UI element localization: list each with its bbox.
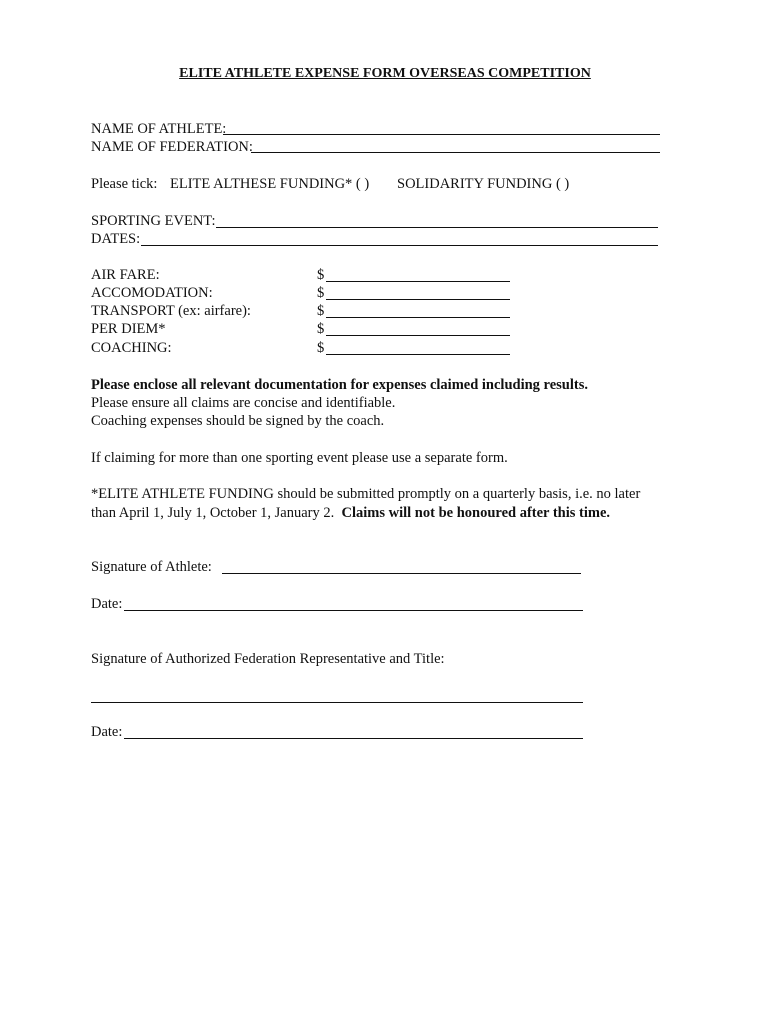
form-title: ELITE ATHLETE EXPENSE FORM OVERSEAS COMPETITION — [179, 66, 591, 81]
tick-label: Please tick: — [91, 176, 158, 192]
sporting-event-field[interactable] — [216, 227, 658, 228]
dates-label: DATES: — [91, 231, 141, 247]
expense-label-coaching: COACHING: — [91, 340, 172, 356]
coaching-field[interactable] — [326, 354, 510, 355]
expense-label-air-fare: AIR FARE: — [91, 267, 160, 283]
currency-symbol: $ — [317, 340, 325, 356]
date-label: Date: — [91, 724, 123, 740]
elite-funding-note-line2 — [91, 504, 610, 522]
sporting-event-label: SPORTING EVENT: — [91, 213, 216, 229]
documentation-note: Please enclose all relevant documentation for expenses claimed including results. — [91, 377, 589, 393]
date-label: Date: — [91, 596, 123, 612]
federation-name-label: NAME OF FEDERATION: — [91, 139, 253, 155]
expense-label-transport: TRANSPORT (ex: airfare): — [91, 303, 251, 319]
athlete-date-field[interactable] — [124, 610, 583, 611]
athlete-signature-field[interactable] — [222, 573, 581, 574]
per-diem-field[interactable] — [326, 335, 510, 336]
representative-signature-label: Signature of Authorized Federation Representative and Title: — [91, 651, 445, 667]
transport-field[interactable] — [326, 317, 510, 318]
deadline-dates: than April 1, July 1, October 1, January 2. — [91, 505, 335, 521]
representative-signature-field[interactable] — [91, 702, 583, 703]
currency-symbol: $ — [317, 285, 325, 301]
athlete-signature-label: Signature of Athlete: — [91, 559, 212, 575]
representative-date-field[interactable] — [124, 738, 583, 739]
deadline-warning: Claims will not be honoured after this time. — [341, 505, 611, 521]
expense-label-accomodation: ACCOMODATION: — [91, 285, 213, 301]
athlete-name-label: NAME OF ATHLETE: — [91, 121, 227, 137]
currency-symbol: $ — [317, 267, 325, 283]
currency-symbol: $ — [317, 303, 325, 319]
accomodation-field[interactable] — [326, 299, 510, 300]
concise-note: Please ensure all claims are concise and identifiable. — [91, 395, 396, 411]
currency-symbol: $ — [317, 321, 325, 337]
elite-funding-checkbox[interactable]: ELITE ALTHESE FUNDING* ( ) — [170, 176, 370, 192]
dates-field[interactable] — [141, 245, 658, 246]
separate-form-note: If claiming for more than one sporting event please use a separate form. — [91, 450, 508, 466]
expense-label-per-diem: PER DIEM* — [91, 321, 166, 337]
federation-name-field[interactable] — [251, 152, 660, 153]
coach-signature-note: Coaching expenses should be signed by the coach. — [91, 413, 385, 429]
solidarity-funding-checkbox[interactable]: SOLIDARITY FUNDING ( ) — [397, 176, 570, 192]
air-fare-field[interactable] — [326, 281, 510, 282]
elite-funding-note-line1: *ELITE ATHLETE FUNDING should be submitted promptly on a quarterly basis, i.e. no later — [91, 486, 641, 502]
athlete-name-field[interactable] — [223, 134, 660, 135]
